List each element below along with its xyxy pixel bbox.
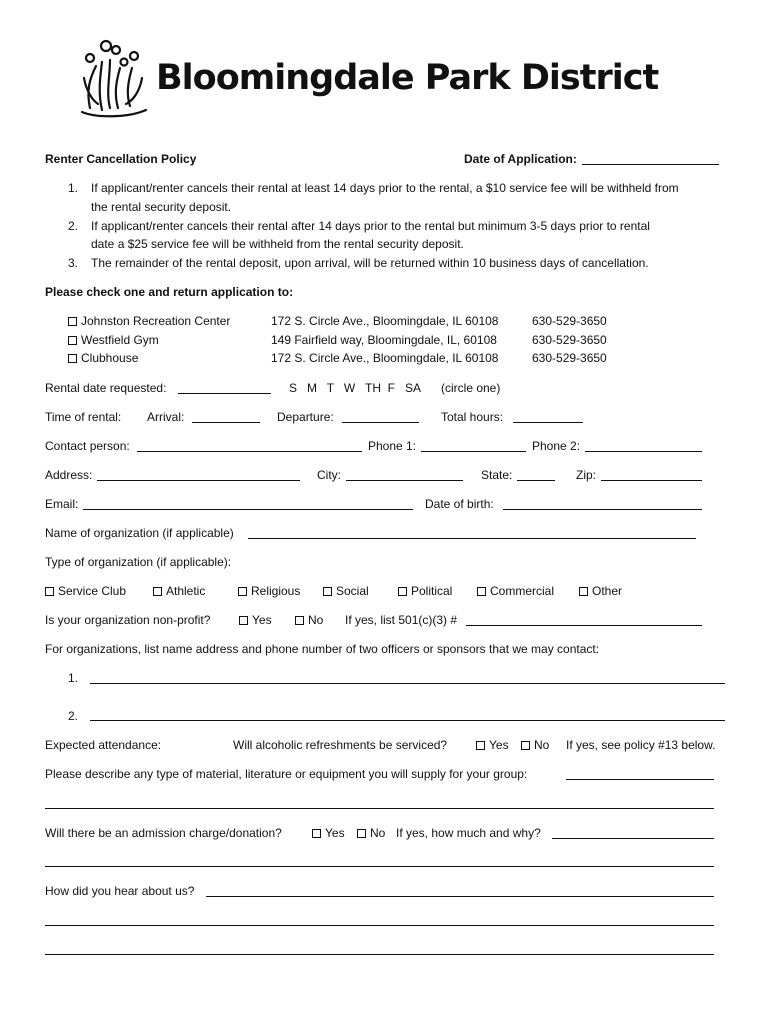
policy-item-text: If applicant/renter cancels their rental at least 14 days prior to the rental, a $10 service fee will be withheld from — [91, 181, 679, 195]
alcohol-yes-option[interactable] — [476, 738, 509, 752]
nonprofit-if-yes-label: If yes, list 501(c)(3) # — [345, 613, 458, 627]
org-type-option-label: Service Club — [58, 584, 127, 598]
checkbox-icon[interactable] — [68, 354, 77, 363]
location-row[interactable] — [68, 333, 159, 347]
yes-label: Yes — [489, 738, 509, 752]
location-phone: 630-529-3650 — [532, 333, 607, 347]
org-type-option[interactable] — [153, 584, 205, 598]
location-address: 172 S. Circle Ave., Bloomingdale, IL 60108 — [271, 351, 499, 365]
officer-number: 1. — [68, 671, 79, 685]
arrival-label: Arrival: — [147, 410, 185, 424]
officer-2-field[interactable] — [90, 720, 725, 721]
admission-no-option[interactable] — [357, 826, 385, 840]
policy-item-text: the rental security deposit. — [91, 200, 232, 214]
no-label: No — [534, 738, 550, 752]
materials-field-continued[interactable] — [45, 808, 714, 809]
alcohol-label: Will alcoholic refreshments be serviced? — [233, 738, 448, 752]
org-type-option[interactable] — [45, 584, 126, 598]
yes-label: Yes — [325, 826, 345, 840]
checkbox-icon[interactable] — [521, 741, 530, 750]
checkbox-icon[interactable] — [68, 317, 77, 326]
alcohol-if-yes-note: If yes, see policy #13 below. — [566, 738, 716, 752]
org-type-option[interactable] — [238, 584, 300, 598]
contact-person-label: Contact person: — [45, 439, 130, 453]
no-label: No — [308, 613, 324, 627]
admission-label: Will there be an admission charge/donation? — [45, 826, 282, 840]
dob-field[interactable] — [503, 509, 702, 510]
nonprofit-no-option[interactable] — [295, 613, 323, 627]
total-hours-field[interactable] — [513, 422, 583, 423]
hear-about-label: How did you hear about us? — [45, 884, 195, 898]
phone1-label: Phone 1: — [368, 439, 417, 453]
location-address: 149 Fairfield way, Bloomingdale, IL, 60108 — [271, 333, 497, 347]
alcohol-no-option[interactable] — [521, 738, 549, 752]
org-type-option[interactable] — [477, 584, 554, 598]
day-options[interactable]: S M T W TH F SA — [289, 381, 422, 395]
email-label: Email: — [45, 497, 79, 511]
policy-item-text: The remainder of the rental deposit, upon arrival, will be returned within 10 business days of cancellation. — [91, 256, 649, 270]
checkbox-icon[interactable] — [68, 336, 77, 345]
admission-yes-option[interactable] — [312, 826, 345, 840]
zip-label: Zip: — [576, 468, 597, 482]
address-field[interactable] — [97, 480, 300, 481]
nonprofit-label: Is your organization non-profit? — [45, 613, 211, 627]
org-type-option-label: Commercial — [490, 584, 555, 598]
location-row[interactable] — [68, 314, 230, 328]
admission-field[interactable] — [552, 838, 714, 839]
locations-heading: Please check one and return application to: — [45, 285, 294, 299]
attendance-label: Expected attendance: — [45, 738, 162, 752]
hear-about-field[interactable] — [206, 896, 714, 897]
address-label: Address: — [45, 468, 93, 482]
departure-label: Departure: — [277, 410, 334, 424]
policy-item-text: date a $25 service fee will be withheld from the rental security deposit. — [91, 237, 464, 251]
checkbox-icon[interactable] — [323, 587, 332, 596]
org-type-option[interactable] — [579, 584, 622, 598]
checkbox-icon[interactable] — [312, 829, 321, 838]
checkbox-icon[interactable] — [476, 741, 485, 750]
circle-one-note: (circle one) — [441, 381, 501, 395]
policy-title: Renter Cancellation Policy — [45, 152, 197, 166]
org-type-option-label: Athletic — [166, 584, 206, 598]
dob-label: Date of birth: — [425, 497, 494, 511]
officers-label: For organizations, list name address and phone number of two officers or sponsors that we may contact: — [45, 642, 600, 656]
org-type-option-label: Religious — [251, 584, 301, 598]
org-type-option[interactable] — [398, 584, 452, 598]
checkbox-icon[interactable] — [238, 587, 247, 596]
total-hours-label: Total hours: — [441, 410, 504, 424]
rental-date-field[interactable] — [178, 393, 271, 394]
zip-field[interactable] — [601, 480, 702, 481]
location-address: 172 S. Circle Ave., Bloomingdale, IL 60108 — [271, 314, 499, 328]
time-of-rental-label: Time of rental: — [45, 410, 122, 424]
org-name-logo: Bloomingdale Park District — [156, 58, 659, 98]
location-row[interactable] — [68, 351, 138, 365]
checkbox-icon[interactable] — [45, 587, 54, 596]
admission-field-continued[interactable] — [45, 866, 714, 867]
yes-label: Yes — [252, 613, 272, 627]
email-field[interactable] — [83, 509, 413, 510]
checkbox-icon[interactable] — [153, 587, 162, 596]
date-of-application-label: Date of Application: — [464, 152, 577, 166]
arrival-field[interactable] — [192, 422, 260, 423]
location-name: Johnston Recreation Center — [81, 314, 231, 328]
location-phone: 630-529-3650 — [532, 351, 607, 365]
checkbox-icon[interactable] — [295, 616, 304, 625]
phone2-field[interactable] — [585, 451, 702, 452]
location-phone: 630-529-3650 — [532, 314, 607, 328]
admission-if-yes-label: If yes, how much and why? — [396, 826, 541, 840]
no-label: No — [370, 826, 386, 840]
phone1-field[interactable] — [421, 451, 526, 452]
org-type-option[interactable] — [323, 584, 369, 598]
checkbox-icon[interactable] — [357, 829, 366, 838]
city-field[interactable] — [346, 480, 463, 481]
policy-item-number: 2. — [68, 219, 79, 233]
departure-field[interactable] — [342, 422, 419, 423]
phone2-label: Phone 2: — [532, 439, 581, 453]
checkbox-icon[interactable] — [239, 616, 248, 625]
location-name: Westfield Gym — [81, 333, 159, 347]
org-name-field[interactable] — [248, 538, 696, 539]
materials-field[interactable] — [566, 779, 714, 780]
org-type-option-label: Social — [336, 584, 369, 598]
state-label: State: — [481, 468, 513, 482]
org-type-option-label: Political — [411, 584, 453, 598]
org-type-label: Type of organization (if applicable): — [45, 555, 232, 569]
park-district-logo-icon — [76, 38, 154, 120]
hear-about-field-continued[interactable] — [45, 925, 714, 926]
rental-date-label: Rental date requested: — [45, 381, 167, 395]
hear-about-field-continued[interactable] — [45, 954, 714, 955]
policy-item-text: If applicant/renter cancels their rental after 14 days prior to the rental but minimum 3-5 days prior to rental — [91, 219, 650, 233]
org-name-label: Name of organization (if applicable) — [45, 526, 234, 540]
org-type-option-label: Other — [592, 584, 623, 598]
date-of-application-field[interactable] — [582, 164, 719, 165]
checkbox-icon[interactable] — [398, 587, 407, 596]
location-name: Clubhouse — [81, 351, 139, 365]
policy-item-number: 1. — [68, 181, 79, 195]
checkbox-icon[interactable] — [477, 587, 486, 596]
501c3-number-field[interactable] — [466, 625, 702, 626]
officer-number: 2. — [68, 709, 79, 723]
policy-item-number: 3. — [68, 256, 79, 270]
officer-1-field[interactable] — [90, 683, 725, 684]
city-label: City: — [317, 468, 341, 482]
materials-label: Please describe any type of material, literature or equipment you will supply for your group: — [45, 767, 528, 781]
checkbox-icon[interactable] — [579, 587, 588, 596]
nonprofit-yes-option[interactable] — [239, 613, 272, 627]
state-field[interactable] — [517, 480, 555, 481]
contact-person-field[interactable] — [137, 451, 362, 452]
